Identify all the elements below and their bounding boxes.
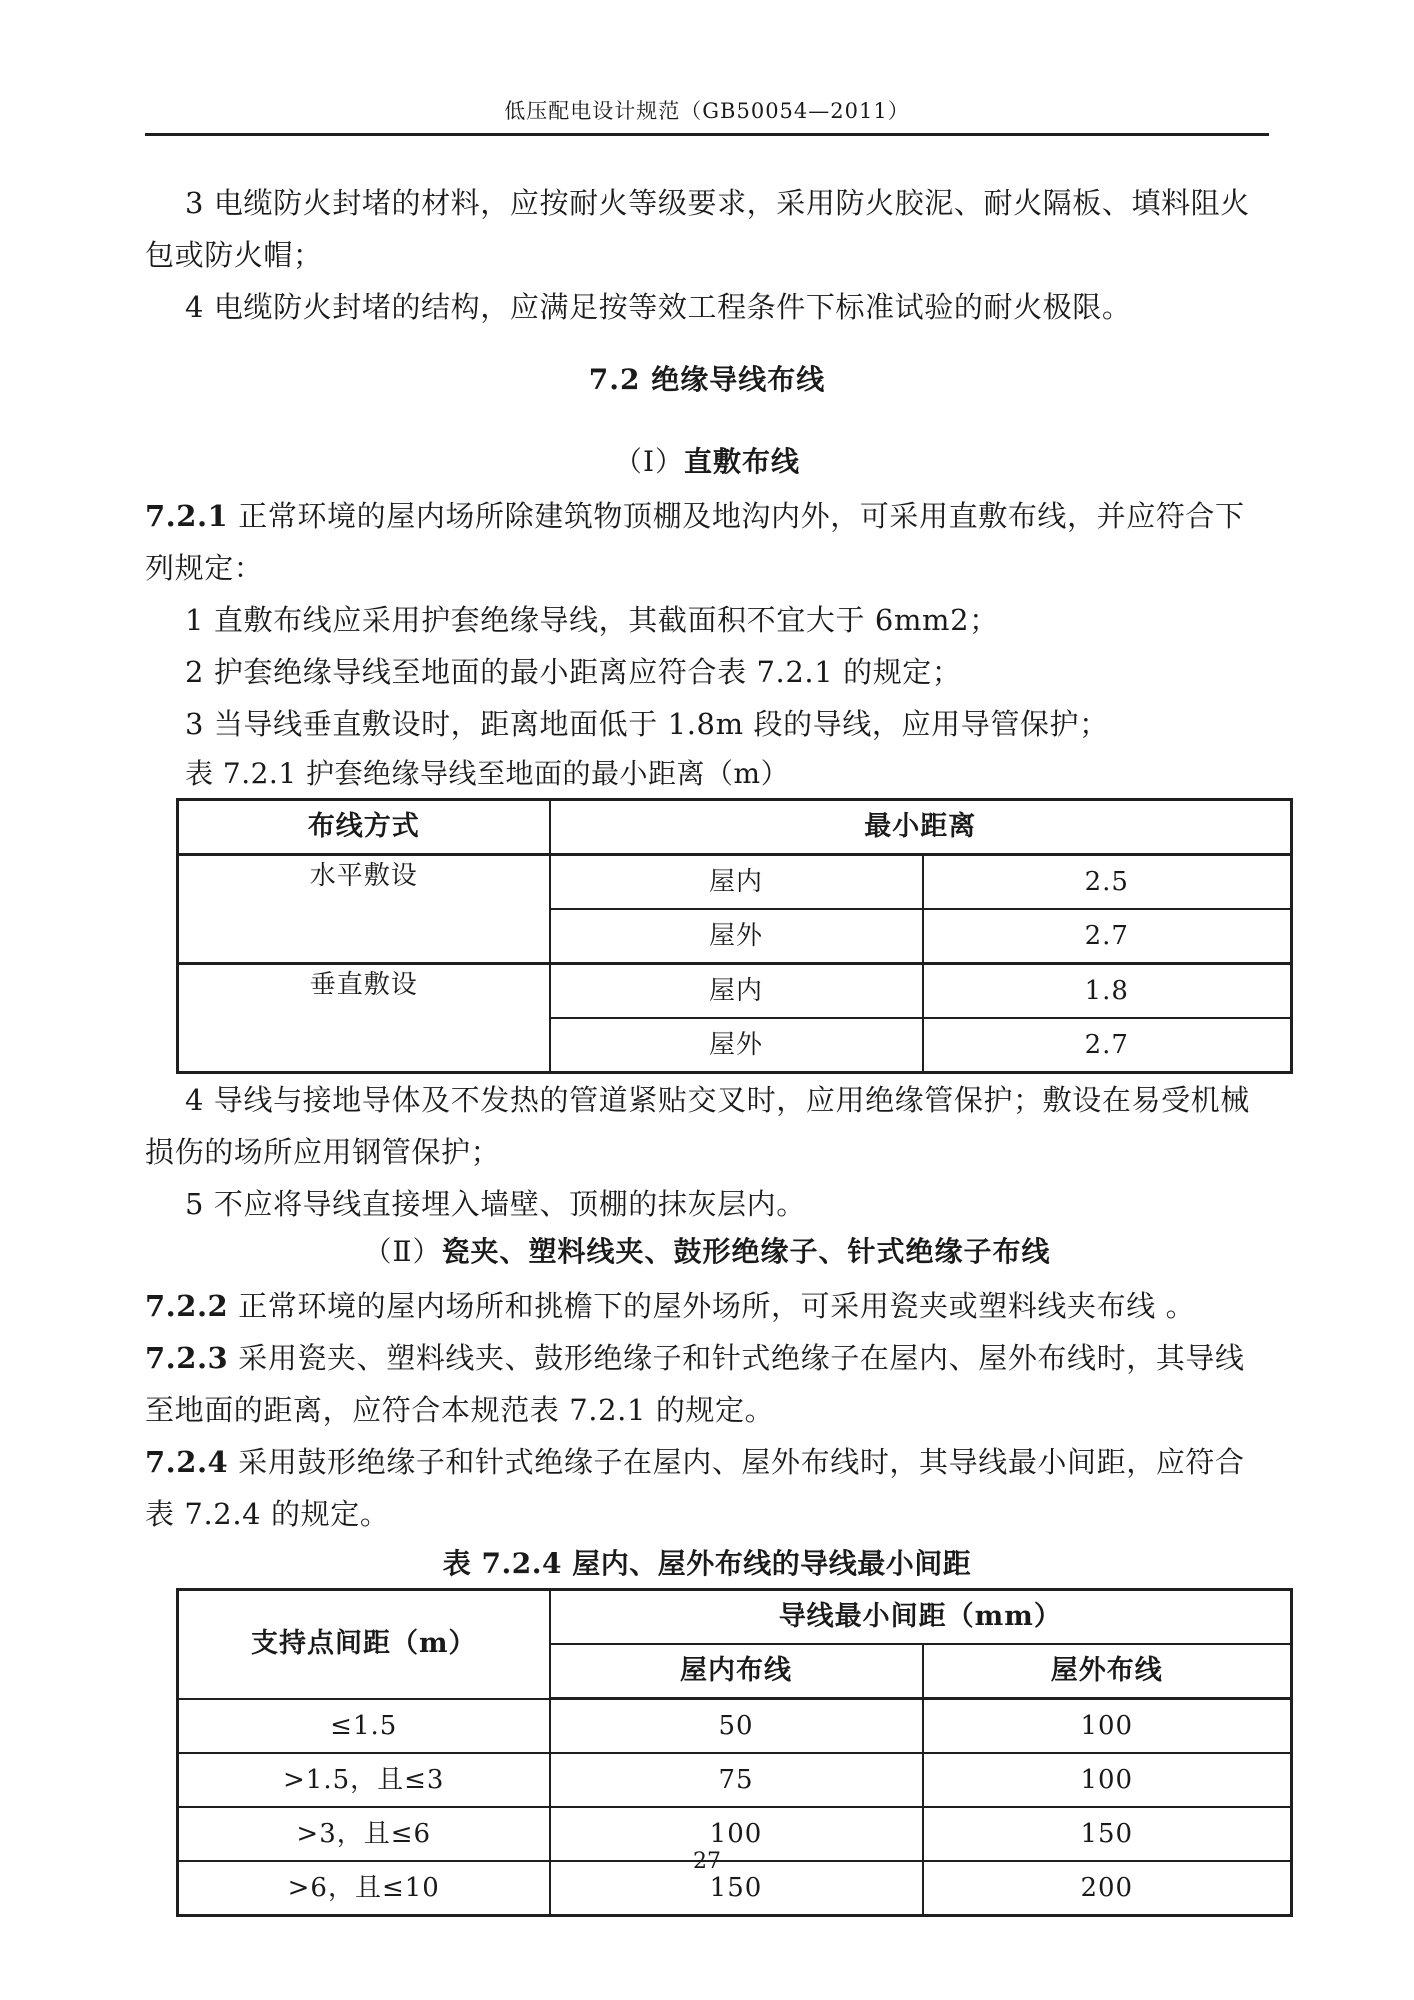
- page-number: 27: [693, 1849, 721, 1874]
- clause-number: 7.2.1: [145, 499, 229, 533]
- doc-header: [145, 0, 1269, 136]
- roman-numeral-1-prefix: （Ⅰ）: [613, 445, 685, 478]
- table-cell-group: 垂直敷设: [178, 964, 550, 1073]
- table-row: [178, 855, 1292, 910]
- table-cell: 50: [550, 1699, 923, 1754]
- table-cell: 屋外: [550, 909, 923, 964]
- clause-number: 7.2.3: [145, 1341, 229, 1375]
- subsection-title-2: [145, 1230, 1269, 1274]
- table-row: [178, 964, 1292, 1019]
- paragraph-cable-fire-structure: 4 电缆防火封堵的结构，应满足按等效工程条件下标准试验的耐火极限。: [185, 290, 1132, 324]
- table-cell: 2.5: [923, 855, 1292, 910]
- paragraph-cable-fire-material: 3 电缆防火封堵的材料，应按耐火等级要求，采用防火胶泥、耐火隔板、填料阻火包或防火帽；: [145, 186, 1250, 272]
- clause-text: 采用瓷夹、塑料线夹、鼓形绝缘子和针式绝缘子在屋内、屋外布线时，其导线至地面的距离，应符合本规范表 7.2.1 的规定。: [145, 1341, 1245, 1427]
- table-cell: 2.7: [923, 909, 1292, 964]
- clause-7-2-4: [145, 1436, 1269, 1540]
- page-content: [145, 177, 1269, 1917]
- section-title-7-2: 7.2 绝缘导线布线: [588, 363, 826, 396]
- table-cell: 屋外: [550, 1018, 923, 1073]
- table-header-cell: 支持点间距（m）: [178, 1590, 550, 1699]
- table-cell: 100: [923, 1753, 1292, 1807]
- subsection-2-text: 瓷夹、塑料线夹、鼓形绝缘子、针式绝缘子布线: [441, 1235, 1051, 1268]
- table-7-2-1-caption: 表 7.2.1 护套绝缘导线至地面的最小距离（m）: [185, 757, 790, 790]
- table-cell: 屋内: [550, 855, 923, 910]
- table-cell: 200: [923, 1861, 1292, 1916]
- table-row: [178, 1753, 1292, 1807]
- clause-7-2-1-item-5: 5 不应将导线直接埋入墙壁、顶棚的抹灰层内。: [185, 1187, 806, 1221]
- clause-7-2-3: [145, 1332, 1269, 1436]
- table-cell: 100: [550, 1807, 923, 1861]
- table-cell: ≤1.5: [178, 1699, 550, 1754]
- table-cell: >3，且≤6: [178, 1807, 550, 1861]
- subsection-title-1: [145, 440, 1269, 484]
- clause-7-2-1-item-4: 4 导线与接地导体及不发热的管道紧贴交叉时，应用绝缘管保护；敷设在易受机械损伤的场所应用钢管保护；: [145, 1083, 1250, 1169]
- clause-text: 采用鼓形绝缘子和针式绝缘子在屋内、屋外布线时，其导线最小间距，应符合表 7.2.4 的规定。: [145, 1445, 1245, 1531]
- page-footer: [0, 1845, 1414, 1879]
- subsection-1-text: 直敷布线: [684, 445, 801, 478]
- table-7-2-4-caption: 表 7.2.4 屋内、屋外布线的导线最小间距: [442, 1547, 972, 1580]
- table-cell: 1.8: [923, 964, 1292, 1019]
- table-cell: 75: [550, 1753, 923, 1807]
- clause-7-2-1-item-3: 3 当导线垂直敷设时，距离地面低于 1.8m 段的导线，应用导管保护；: [185, 707, 1109, 741]
- doc-header-title: 低压配电设计规范（GB50054—2011）: [504, 99, 910, 123]
- table-header-cell: 布线方式: [178, 800, 550, 855]
- table-cell: 100: [923, 1699, 1292, 1754]
- clause-number: 7.2.2: [145, 1289, 229, 1323]
- table-cell: 150: [550, 1861, 923, 1916]
- table-row: [178, 1699, 1292, 1754]
- clause-7-2-1: [145, 490, 1269, 594]
- clause-text: 正常环境的屋内场所除建筑物顶棚及地沟内外，可采用直敷布线，并应符合下列规定：: [145, 499, 1245, 585]
- roman-numeral-2-prefix: （Ⅱ）: [363, 1235, 442, 1268]
- clause-7-2-2: [145, 1280, 1269, 1332]
- table-header-cell: 屋内布线: [550, 1644, 923, 1699]
- table-7-2-1: [176, 798, 1293, 1074]
- clause-7-2-1-item-1: 1 直敷布线应采用护套绝缘导线，其截面积不宜大于 6mm2；: [185, 603, 999, 637]
- table-cell: >1.5，且≤3: [178, 1753, 550, 1807]
- table-header-cell: 最小距离: [550, 800, 1292, 855]
- table-cell: 2.7: [923, 1018, 1292, 1073]
- table-header-cell: 屋外布线: [923, 1644, 1292, 1699]
- table-cell: >6，且≤10: [178, 1861, 550, 1916]
- table-header-cell: 导线最小间距（mm）: [550, 1590, 1292, 1645]
- table-cell-group: 水平敷设: [178, 855, 550, 964]
- clause-7-2-1-item-2: 2 护套绝缘导线至地面的最小距离应符合表 7.2.1 的规定；: [185, 655, 962, 689]
- clause-text: 正常环境的屋内场所和挑檐下的屋外场所，可采用瓷夹或塑料线夹布线 。: [238, 1289, 1196, 1323]
- table-cell: 150: [923, 1807, 1292, 1861]
- clause-number: 7.2.4: [145, 1445, 229, 1479]
- table-cell: 屋内: [550, 964, 923, 1019]
